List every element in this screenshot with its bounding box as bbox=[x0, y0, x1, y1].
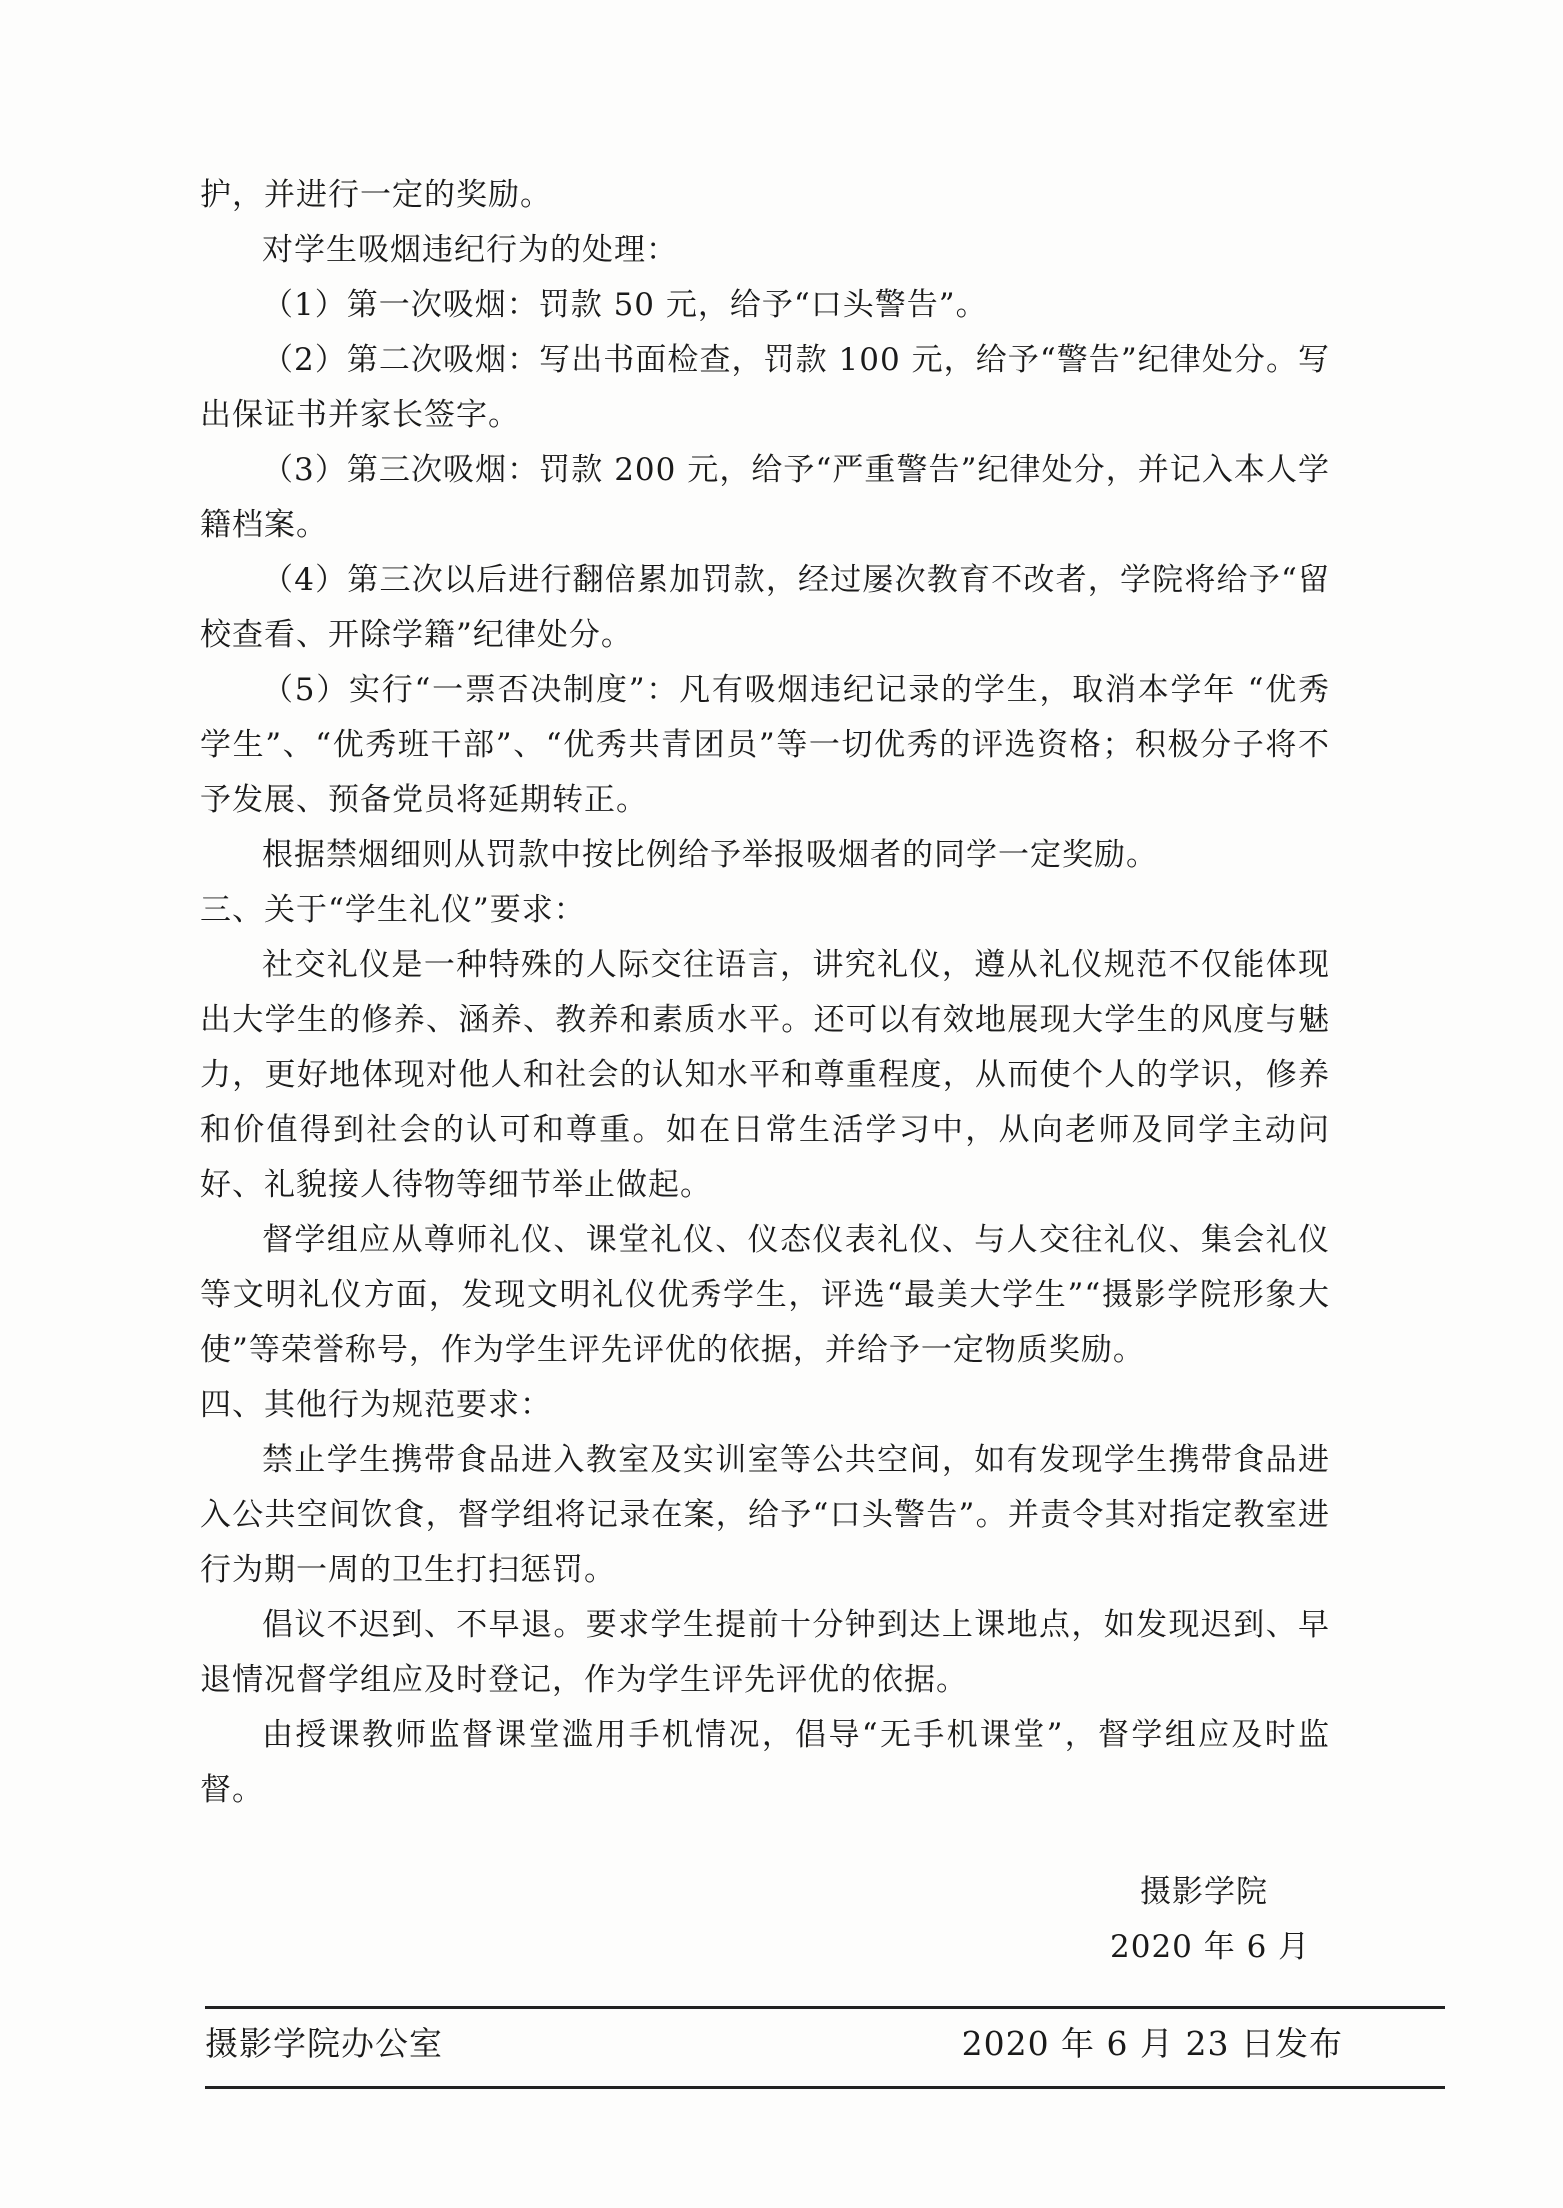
paragraph-etiquette-supervision: 督学组应从尊师礼仪、课堂礼仪、仪态仪表礼仪、与人交往礼仪、集会礼仪等文明礼仪方面，发现文明礼仪优秀学生，评选“最美大学生”“摄影学院形象大使”等荣誉称号，作为学生评先评优的依据，并给予一定物质奖励。 bbox=[200, 1222, 1330, 1368]
signature-date: 2020 年 6 月 bbox=[1110, 1929, 1311, 1965]
footer-top-rule bbox=[205, 2006, 1445, 2009]
paragraph-continuation: 护，并进行一定的奖励。 bbox=[200, 177, 552, 213]
paragraph-smoking-rule-1: （1）第一次吸烟：罚款 50 元，给予“口头警告”。 bbox=[262, 287, 988, 323]
paragraph-reporting-reward: 根据禁烟细则从罚款中按比例给予举报吸烟者的同学一定奖励。 bbox=[262, 837, 1158, 873]
paragraph-etiquette-description: 社交礼仪是一种特殊的人际交往语言，讲究礼仪，遵从礼仪规范不仅能体现出大学生的修养、涵养、教养和素质水平。还可以有效地展现大学生的风度与魅力，更好地体现对他人和社会的认知水平和尊重程度，从而使个人的学识，修养和价值得到社会的认可和尊重。如在日常生活学习中，从向老师及同学主动问好、礼貌接人待物等细节举止做起。 bbox=[200, 947, 1330, 1203]
paragraph-smoking-rule-5: （5）实行“一票否决制度”：凡有吸烟违纪记录的学生，取消本学年 “优秀学生”、“优秀班干部”、“优秀共青团员”等一切优秀的评选资格；积极分子将不予发展、预备党员将延期转正。 bbox=[200, 672, 1330, 818]
paragraph-food-rule: 禁止学生携带食品进入教室及实训室等公共空间，如有发现学生携带食品进入公共空间饮食，督学组将记录在案，给予“口头警告”。并责令其对指定教室进行为期一周的卫生打扫惩罚。 bbox=[200, 1442, 1330, 1588]
section-heading-other-rules: 四、其他行为规范要求： bbox=[200, 1387, 552, 1423]
paragraph-smoking-rule-4: （4）第三次以后进行翻倍累加罚款，经过屡次教育不改者，学院将给予“留校查看、开除学籍”纪律处分。 bbox=[200, 562, 1330, 653]
section-heading-etiquette: 三、关于“学生礼仪”要求： bbox=[200, 892, 586, 928]
footer-bottom-rule bbox=[205, 2086, 1445, 2089]
paragraph-punctuality-rule: 倡议不迟到、不早退。要求学生提前十分钟到达上课地点，如发现迟到、早退情况督学组应及时登记，作为学生评先评优的依据。 bbox=[200, 1607, 1330, 1698]
paragraph-phone-rule: 由授课教师监督课堂滥用手机情况，倡导“无手机课堂”，督学组应及时监督。 bbox=[200, 1717, 1330, 1808]
paragraph-smoking-rule-3: （3）第三次吸烟：罚款 200 元，给予“严重警告”纪律处分，并记入本人学籍档案。 bbox=[200, 452, 1330, 543]
signature-block bbox=[1110, 1865, 1340, 1975]
signature-organization: 摄影学院 bbox=[1140, 1874, 1268, 1910]
footer-issue-date: 2020 年 6 月 23 日发布 bbox=[961, 2024, 1343, 2063]
document-body bbox=[200, 168, 1330, 1818]
footer-office: 摄影学院办公室 bbox=[205, 2024, 443, 2063]
paragraph-smoking-rule-2: （2）第二次吸烟：写出书面检查，罚款 100 元，给予“警告”纪律处分。写出保证书并家长签字。 bbox=[200, 342, 1330, 433]
paragraph-smoking-handling-intro: 对学生吸烟违纪行为的处理： bbox=[262, 232, 678, 268]
